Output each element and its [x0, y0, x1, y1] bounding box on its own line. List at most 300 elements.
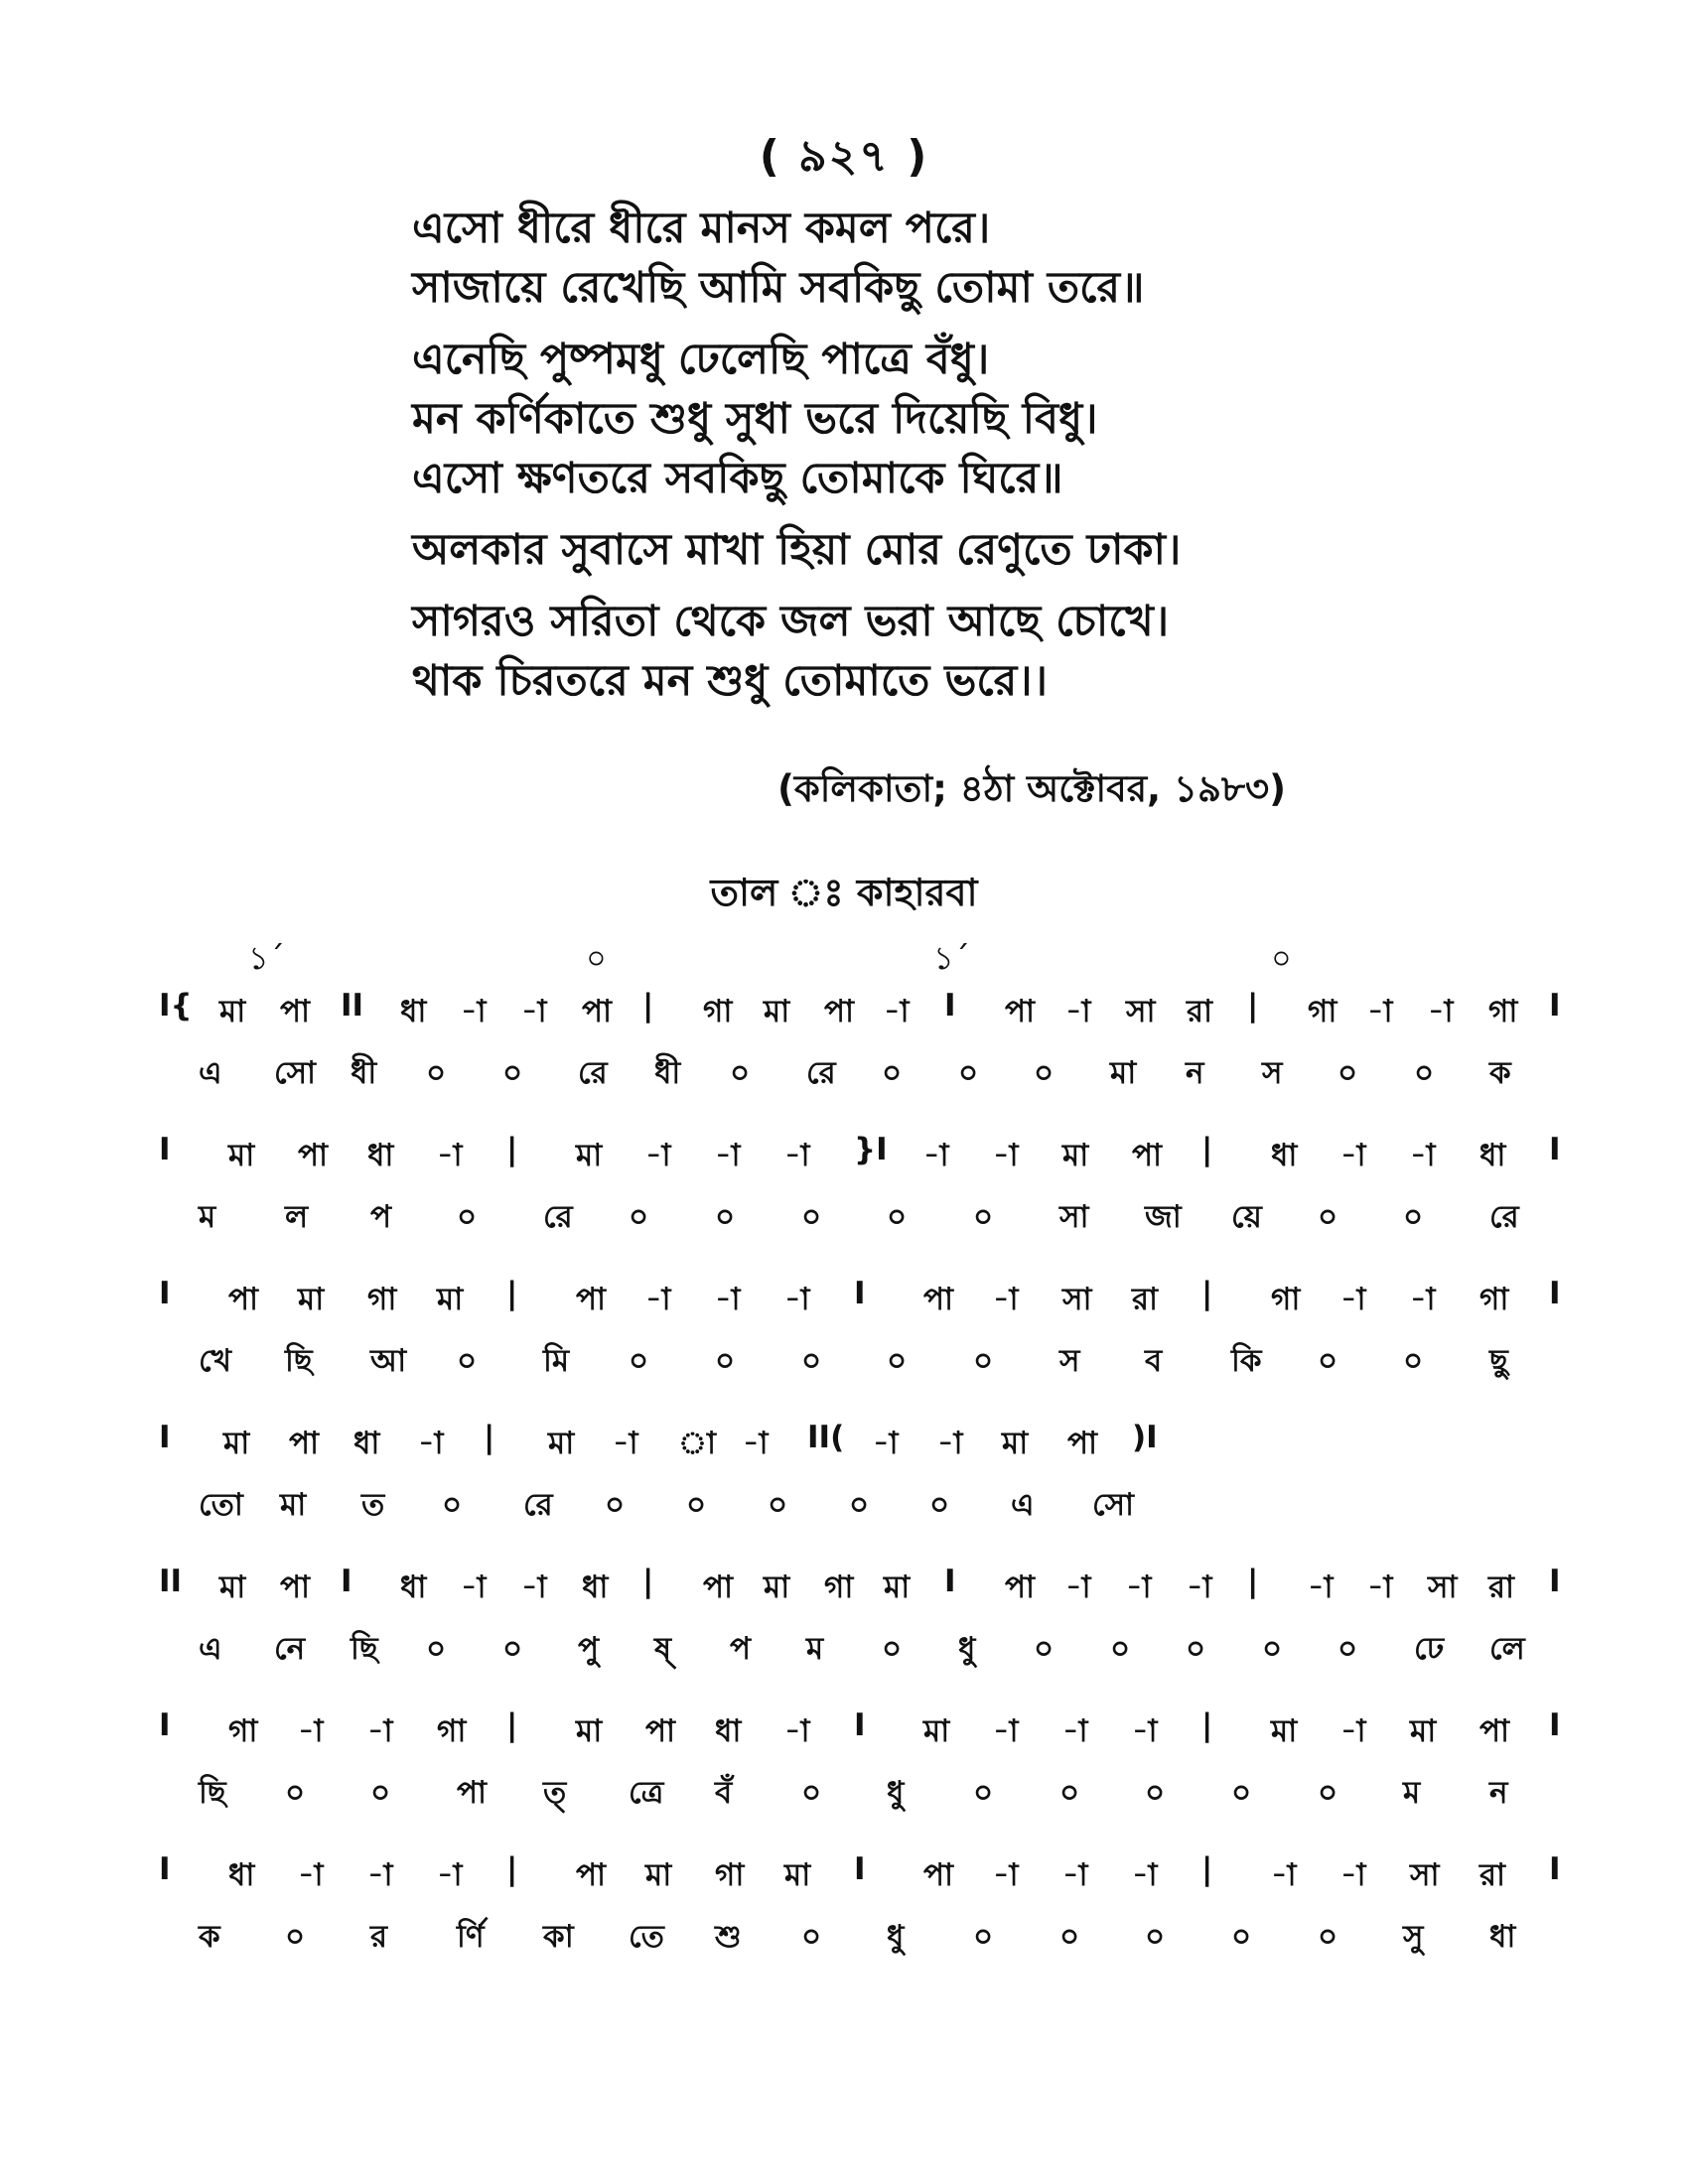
beat-marks — [159, 933, 1569, 983]
swara-note: | — [1247, 1564, 1259, 1599]
beat-mark: ১´ — [248, 939, 285, 977]
lyric-line: থাক চিরতরে মন শুধু তোমাতে ভরে।। — [412, 656, 1049, 706]
swara-note: পা — [576, 1857, 607, 1893]
swara-note: পা — [824, 994, 855, 1029]
swara-note: মা — [576, 1138, 603, 1173]
lyric-syllable: ছি — [285, 1343, 313, 1379]
lyric-syllable: ০ — [1403, 1343, 1424, 1379]
beat-mark: ০ — [586, 939, 607, 977]
swara-note: মা — [784, 1857, 811, 1893]
swara-note: I — [944, 1564, 956, 1599]
swara-note: পা — [1005, 1570, 1036, 1605]
lyric-syllable: ধু — [958, 1631, 976, 1667]
lyric-syllable: ক — [1489, 1055, 1511, 1091]
swara-note: -া — [784, 1282, 810, 1317]
swara-note: I — [159, 1132, 171, 1167]
lyric-syllable: স — [1262, 1055, 1283, 1091]
lyric-syllable: ০ — [1318, 1919, 1338, 1955]
swara-note: ধা — [715, 1713, 742, 1749]
swara-note: -া — [784, 1138, 810, 1173]
lyric-syllable: য়ে — [1231, 1199, 1262, 1235]
lyric-syllable: ০ — [1059, 1919, 1080, 1955]
lyric-syllable: ০ — [426, 1631, 447, 1667]
swara-note: -া — [1410, 1282, 1436, 1317]
swara-note: -া — [993, 1857, 1019, 1893]
swara-note: | — [642, 988, 654, 1024]
lyric-syllable: পা — [457, 1775, 488, 1811]
lyric-syllable: ০ — [457, 1199, 478, 1235]
lyric-syllable: রে — [523, 1487, 553, 1523]
lyric-syllable: তে — [629, 1919, 664, 1955]
lyric-syllable: ধী — [654, 1055, 681, 1091]
notation-block — [159, 988, 1569, 1995]
lyrics-stanza — [412, 330, 1405, 508]
swara-note: II( — [807, 1420, 845, 1455]
swara-note: -া — [1410, 1138, 1436, 1173]
lyric-syllable: এ — [199, 1055, 222, 1091]
lyrics-stanza — [412, 199, 1405, 318]
swara-note: -া — [613, 1426, 638, 1461]
lyric-syllable: ০ — [1318, 1199, 1338, 1235]
swara-note: I — [854, 1276, 866, 1311]
swara-note: রা — [1479, 1857, 1506, 1893]
swara-note: I — [854, 1851, 866, 1887]
lyric-syllable: ০ — [973, 1775, 994, 1811]
notation-row — [159, 1276, 1569, 1420]
swara-note: -া — [461, 1570, 487, 1605]
swara-note: -া — [884, 994, 910, 1029]
swara-note: -া — [1065, 994, 1091, 1029]
lyric-syllable: ০ — [801, 1343, 822, 1379]
swara-note: মা — [219, 994, 246, 1029]
lyrics-stanza — [412, 592, 1405, 711]
swara-note: গা — [1271, 1282, 1301, 1317]
swara-line — [159, 988, 1569, 1037]
lyrics-stanza — [412, 520, 1405, 580]
lyric-syllable: কি — [1231, 1343, 1262, 1379]
swara-note: ধা — [353, 1426, 380, 1461]
lyric-syllable: রে — [806, 1055, 836, 1091]
swara-note: পা — [280, 994, 311, 1029]
lyric-syllable-line — [159, 1913, 1569, 1963]
swara-note: গা — [1479, 1282, 1509, 1317]
swara-note: মা — [576, 1713, 603, 1749]
lyric-syllable: প — [730, 1631, 752, 1667]
lyric-syllable: ০ — [715, 1343, 736, 1379]
lyric-syllable: ধু — [887, 1775, 905, 1811]
swara-note: পা — [1005, 994, 1036, 1029]
swara-note: -া — [1428, 994, 1454, 1029]
lyric-syllable: ০ — [887, 1199, 908, 1235]
swara-note: -া — [1340, 1138, 1366, 1173]
swara-note: -া — [993, 1713, 1019, 1749]
swara-note: | — [642, 1564, 654, 1599]
swara-note: I — [341, 1564, 352, 1599]
swara-note: পা — [1479, 1713, 1510, 1749]
lyric-syllable: ম — [806, 1631, 824, 1667]
swara-note: -া — [418, 1426, 444, 1461]
swara-note: -া — [1340, 1857, 1366, 1893]
swara-note: ধা — [400, 994, 427, 1029]
lyric-syllable: ত — [361, 1487, 385, 1523]
lyric-syllable: মা — [1110, 1055, 1137, 1091]
swara-note: I — [1549, 988, 1561, 1024]
lyric-syllable-line — [159, 1049, 1569, 1099]
lyric-syllable: ০ — [929, 1487, 950, 1523]
composition-dateline: (কলিকাতা; ৪ঠা অক্টোবর, ১৯৮৩) — [777, 767, 1286, 810]
swara-note: -া — [993, 1138, 1019, 1173]
lyric-syllable: এ — [199, 1631, 222, 1667]
lyric-syllable: ০ — [457, 1343, 478, 1379]
swara-note: -া — [521, 994, 547, 1029]
lyric-syllable: তো — [199, 1487, 243, 1523]
swara-note: -া — [1065, 1570, 1091, 1605]
swara-note: -া — [367, 1713, 393, 1749]
swara-note: রা — [1132, 1282, 1159, 1317]
lyric-syllable: ০ — [502, 1055, 523, 1091]
swara-note: I — [1549, 1132, 1561, 1167]
swara-note: I — [854, 1707, 866, 1743]
lyric-syllable: ০ — [442, 1487, 463, 1523]
swara-note: পা — [289, 1426, 320, 1461]
swara-note: মা — [764, 1570, 790, 1605]
swara-note: পা — [703, 1570, 734, 1605]
lyric-line: এসো ক্ষণতরে সবকিছু তোমাকে ঘিরে॥ — [412, 454, 1063, 503]
swara-note: -া — [437, 1138, 463, 1173]
lyric-syllable: ম — [199, 1199, 216, 1235]
swara-note: গা — [1488, 994, 1518, 1029]
lyric-syllable-line — [159, 1193, 1569, 1243]
notation-row — [159, 1132, 1569, 1276]
swara-note: পা — [576, 1282, 607, 1317]
lyric-syllable-line — [159, 1769, 1569, 1819]
swara-note: | — [1201, 1276, 1213, 1311]
lyric-syllable: ম — [1403, 1775, 1421, 1811]
lyric-syllable: ০ — [1034, 1055, 1055, 1091]
swara-note: মা — [219, 1570, 246, 1605]
swara-note: গা — [367, 1282, 397, 1317]
lyric-syllable: ব — [1145, 1343, 1163, 1379]
swara-note: মা — [223, 1426, 250, 1461]
lyric-syllable: সু — [1403, 1919, 1424, 1955]
swara-note: মা — [1002, 1426, 1029, 1461]
lyric-line: মন কর্ণিকাতে শুধু সুধা ভরে দিয়েছি বিধু। — [412, 394, 1098, 444]
swara-note: )I — [1132, 1420, 1158, 1455]
swara-note: -া — [521, 1570, 547, 1605]
swara-note: -া — [1126, 1570, 1152, 1605]
swara-note: -া — [298, 1713, 324, 1749]
swara-note: গা — [824, 1570, 854, 1605]
swara-note: -া — [1340, 1282, 1366, 1317]
lyric-syllable: ০ — [285, 1775, 306, 1811]
lyric-syllable: ০ — [426, 1055, 447, 1091]
lyric-syllable: ধা — [1489, 1919, 1516, 1955]
lyric-syllable: ০ — [1337, 1631, 1358, 1667]
swara-note: II — [159, 1564, 183, 1599]
swara-note: ধা — [582, 1570, 609, 1605]
swara-note: মা — [764, 994, 790, 1029]
lyric-syllable: ০ — [882, 1631, 903, 1667]
swara-note: -া — [993, 1282, 1019, 1317]
swara-note: মা — [548, 1426, 575, 1461]
swara-note: | — [1201, 1707, 1213, 1743]
swara-note: রা — [1488, 1570, 1515, 1605]
lyric-line: অলকার সুবাসে মাখা হিয়া মোর রেণুতে ঢাকা। — [412, 525, 1182, 575]
swara-note: I — [159, 1276, 171, 1311]
lyric-syllable-line — [159, 1337, 1569, 1387]
lyric-syllable: ০ — [973, 1919, 994, 1955]
taal-heading: তাল ঃ কাহারবা — [710, 871, 978, 914]
lyric-syllable: ০ — [1262, 1631, 1283, 1667]
swara-note: ধা — [1479, 1138, 1506, 1173]
swara-note: -া — [1367, 1570, 1393, 1605]
lyric-syllable: কা — [543, 1919, 574, 1955]
lyric-syllable: প — [370, 1199, 392, 1235]
lyric-syllable: রে — [578, 1055, 608, 1091]
notation-row — [159, 1564, 1569, 1707]
lyric-syllable: ছি — [351, 1631, 378, 1667]
swara-note: মা — [1062, 1138, 1089, 1173]
swara-line — [159, 1564, 1569, 1613]
swara-note: গা — [715, 1857, 745, 1893]
lyric-syllable: জা — [1145, 1199, 1182, 1235]
swara-note: | — [1247, 988, 1259, 1024]
lyric-syllable: ০ — [849, 1487, 870, 1523]
swara-note: গা — [1308, 994, 1337, 1029]
lyric-syllable: ০ — [973, 1199, 994, 1235]
swara-note: I — [1549, 1276, 1561, 1311]
lyric-syllable: ০ — [370, 1775, 391, 1811]
lyric-syllable: মি — [543, 1343, 570, 1379]
swara-note: ধা — [228, 1857, 255, 1893]
swara-note: মা — [228, 1138, 255, 1173]
notation-row — [159, 1851, 1569, 1995]
lyric-syllable: ঢে — [1414, 1631, 1445, 1667]
lyric-syllable: ০ — [1231, 1919, 1252, 1955]
lyric-syllable: র — [370, 1919, 388, 1955]
swara-note: রা — [1187, 994, 1213, 1029]
lyric-syllable: ০ — [502, 1631, 523, 1667]
lyric-syllable: ০ — [1337, 1055, 1358, 1091]
swara-note: -া — [784, 1713, 810, 1749]
swara-note: -া — [1062, 1857, 1088, 1893]
lyric-syllable: ০ — [973, 1343, 994, 1379]
notation-row — [159, 1420, 1569, 1564]
lyric-syllable: ০ — [1231, 1775, 1252, 1811]
swara-line — [159, 1707, 1569, 1757]
lyric-syllable: ০ — [285, 1919, 306, 1955]
lyric-syllable: ০ — [730, 1055, 751, 1091]
swara-note: ধা — [367, 1138, 394, 1173]
swara-note: সা — [1062, 1282, 1092, 1317]
lyric-syllable: বঁ — [715, 1775, 733, 1811]
lyric-syllable: ধী — [351, 1055, 377, 1091]
lyric-syllable: ০ — [801, 1919, 822, 1955]
swara-note: পা — [1132, 1138, 1163, 1173]
lyric-syllable: ০ — [1034, 1631, 1055, 1667]
lyric-syllable: ন — [1186, 1055, 1204, 1091]
swara-note: | — [1201, 1851, 1213, 1887]
lyric-syllable: ০ — [605, 1487, 626, 1523]
lyric-syllable: লে — [1489, 1631, 1525, 1667]
lyric-syllable: মা — [280, 1487, 307, 1523]
swara-note: ধা — [1271, 1138, 1298, 1173]
swara-note: সা — [1410, 1857, 1440, 1893]
lyric-syllable: ত্ — [543, 1775, 567, 1811]
swara-note: সা — [1428, 1570, 1458, 1605]
swara-note: -া — [1367, 994, 1393, 1029]
swara-note: I — [159, 1707, 171, 1743]
lyric-syllable-line — [159, 1625, 1569, 1675]
swara-note: ধা — [400, 1570, 427, 1605]
swara-note: -া — [298, 1857, 324, 1893]
swara-note: | — [506, 1707, 518, 1743]
lyric-syllable: ০ — [1403, 1199, 1424, 1235]
lyric-syllable: ষ্ — [654, 1631, 672, 1667]
swara-note: -া — [937, 1426, 963, 1461]
swara-note: -া — [437, 1857, 463, 1893]
swara-note: মা — [437, 1282, 464, 1317]
swara-note: -া — [873, 1426, 899, 1461]
lyric-syllable: র্ণি — [457, 1919, 485, 1955]
lyric-syllable: ত্রে — [629, 1775, 664, 1811]
lyric-line: এনেছি পুষ্পমধু ঢেলেছি পাত্রে বঁধু। — [412, 335, 990, 384]
lyric-syllable: সো — [1092, 1487, 1135, 1523]
swara-note: -া — [1132, 1857, 1158, 1893]
swara-note: -া — [1308, 1570, 1334, 1605]
swara-note: I — [159, 1851, 171, 1887]
swara-note: সা — [1126, 994, 1156, 1029]
lyric-syllable: ০ — [958, 1055, 979, 1091]
swara-line — [159, 1851, 1569, 1901]
swara-note: পা — [1067, 1426, 1098, 1461]
beat-mark: ০ — [1271, 939, 1292, 977]
swara-note: -া — [1340, 1713, 1366, 1749]
swara-note: গা — [703, 994, 733, 1029]
swara-note: া — [678, 1426, 717, 1461]
swara-note: মা — [884, 1570, 911, 1605]
lyric-syllable: ০ — [801, 1199, 822, 1235]
lyric-syllable: পু — [578, 1631, 600, 1667]
swara-note: পা — [645, 1713, 676, 1749]
swara-note: -া — [461, 994, 487, 1029]
lyric-syllable: ০ — [801, 1775, 822, 1811]
lyric-syllable: ধু — [887, 1919, 905, 1955]
swara-note: I — [1549, 1707, 1561, 1743]
lyric-line: এসো ধীরে ধীরে মানস কমল পরে। — [412, 204, 991, 253]
song-lyrics — [412, 199, 1405, 723]
beat-mark: ১´ — [933, 939, 970, 977]
lyric-syllable: সা — [1059, 1199, 1089, 1235]
swara-note: পা — [280, 1570, 311, 1605]
swara-line — [159, 1132, 1569, 1181]
swara-note: I{ — [159, 988, 193, 1024]
swara-note: -া — [367, 1857, 393, 1893]
lyric-syllable: ক — [199, 1919, 220, 1955]
swara-note: I — [1549, 1851, 1561, 1887]
lyric-syllable-line — [159, 1481, 1569, 1531]
lyric-syllable: আ — [370, 1343, 407, 1379]
swara-note: -া — [743, 1426, 769, 1461]
lyric-syllable: ০ — [1318, 1343, 1338, 1379]
swara-note: | — [506, 1851, 518, 1887]
lyric-syllable: স — [1059, 1343, 1080, 1379]
swara-note: | — [506, 1276, 518, 1311]
swara-note: -া — [715, 1138, 741, 1173]
notation-row — [159, 988, 1569, 1132]
swara-note: -া — [645, 1282, 671, 1317]
lyric-syllable: ছি — [199, 1775, 226, 1811]
swara-note: মা — [1271, 1713, 1298, 1749]
lyric-syllable: ০ — [1145, 1919, 1166, 1955]
lyric-syllable: ০ — [1145, 1775, 1166, 1811]
swara-note: পা — [923, 1857, 954, 1893]
swara-note: I — [159, 1420, 171, 1455]
swara-note: পা — [923, 1282, 954, 1317]
lyric-syllable: ০ — [887, 1343, 908, 1379]
lyric-syllable: ০ — [1414, 1055, 1435, 1091]
swara-note: -া — [1132, 1713, 1158, 1749]
swara-note: -া — [715, 1282, 741, 1317]
lyric-syllable: ০ — [629, 1199, 649, 1235]
lyric-syllable: ০ — [686, 1487, 707, 1523]
lyric-syllable: ০ — [1318, 1775, 1338, 1811]
swara-note: | — [1201, 1132, 1213, 1167]
swara-note: I — [1549, 1564, 1561, 1599]
swara-note: মা — [298, 1282, 325, 1317]
swara-note: -া — [1271, 1857, 1297, 1893]
lyric-syllable: ০ — [1110, 1631, 1131, 1667]
lyric-syllable: নে — [274, 1631, 306, 1667]
swara-note: | — [506, 1132, 518, 1167]
lyric-syllable: ০ — [768, 1487, 788, 1523]
swara-note: গা — [437, 1713, 467, 1749]
lyric-syllable: ০ — [882, 1055, 903, 1091]
swara-line — [159, 1420, 1569, 1469]
swara-note: গা — [228, 1713, 258, 1749]
swara-note: পা — [298, 1138, 329, 1173]
swara-note: II — [341, 988, 364, 1024]
lyric-syllable: রে — [543, 1199, 573, 1235]
swara-note: মা — [923, 1713, 950, 1749]
lyric-syllable: ০ — [1186, 1631, 1206, 1667]
swara-line — [159, 1276, 1569, 1325]
swara-note: মা — [645, 1857, 672, 1893]
lyric-line: সাজায়ে রেখেছি আমি সবকিছু তোমা তরে॥ — [412, 263, 1145, 313]
swara-note: }I — [854, 1132, 888, 1167]
lyric-syllable: এ — [1011, 1487, 1035, 1523]
lyric-syllable: শু — [715, 1919, 742, 1955]
page-number: ( ৯২৭ ) — [759, 131, 929, 182]
lyric-syllable: ন — [1489, 1775, 1508, 1811]
swara-note: -া — [923, 1138, 949, 1173]
swara-note: | — [484, 1420, 495, 1455]
notation-row — [159, 1707, 1569, 1851]
lyric-syllable: ল — [285, 1199, 309, 1235]
lyric-syllable: ০ — [629, 1343, 649, 1379]
lyric-line: সাগরও সরিতা থেকে জল ভরা আছে চোখে। — [412, 597, 1170, 646]
lyric-syllable: রে — [1489, 1199, 1519, 1235]
swara-note: I — [944, 988, 956, 1024]
swara-note: -া — [645, 1138, 671, 1173]
lyric-syllable: ছু — [1489, 1343, 1508, 1379]
swara-note: পা — [582, 994, 613, 1029]
lyric-syllable: ০ — [1059, 1775, 1080, 1811]
swara-note: -া — [1062, 1713, 1088, 1749]
swara-note: -া — [1187, 1570, 1212, 1605]
lyric-syllable: ০ — [715, 1199, 736, 1235]
lyric-syllable: সো — [274, 1055, 317, 1091]
